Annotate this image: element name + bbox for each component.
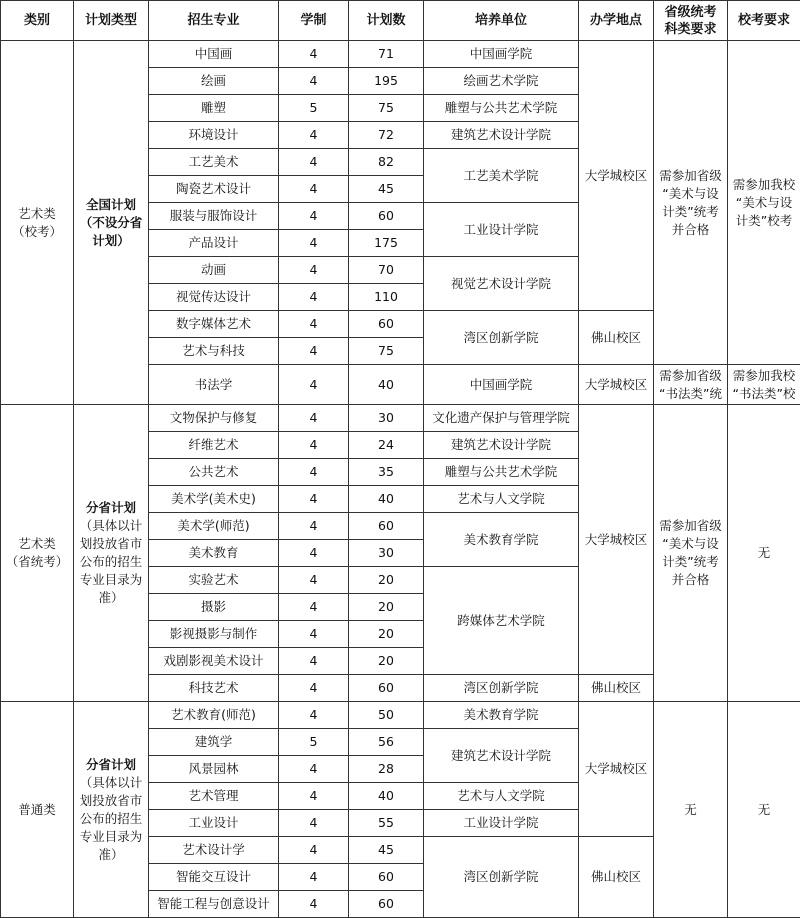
years-cell: 4 [279, 284, 349, 311]
major-cell: 雕塑 [149, 95, 279, 122]
years-cell: 4 [279, 648, 349, 675]
count-cell: 55 [349, 810, 424, 837]
major-cell: 中国画 [149, 41, 279, 68]
major-cell: 艺术教育(师范) [149, 702, 279, 729]
years-cell: 4 [279, 338, 349, 365]
count-cell: 60 [349, 203, 424, 230]
category-cell: 艺术类 （省统考） [1, 405, 74, 702]
count-cell: 175 [349, 230, 424, 257]
count-cell: 60 [349, 891, 424, 918]
count-cell: 40 [349, 486, 424, 513]
major-cell: 数字媒体艺术 [149, 311, 279, 338]
count-cell: 56 [349, 729, 424, 756]
header-row [1, 1, 800, 41]
years-cell: 4 [279, 203, 349, 230]
major-cell: 书法学 [149, 365, 279, 405]
unit-cell: 雕塑与公共艺术学院 [424, 95, 579, 122]
major-cell: 艺术管理 [149, 783, 279, 810]
count-cell: 30 [349, 540, 424, 567]
count-cell: 20 [349, 648, 424, 675]
major-cell: 美术学(师范) [149, 513, 279, 540]
unit-cell: 湾区创新学院 [424, 837, 579, 918]
unit-cell: 中国画学院 [424, 41, 579, 68]
major-cell: 文物保护与修复 [149, 405, 279, 432]
count-cell: 60 [349, 675, 424, 702]
location-cell: 大学城校区 [579, 41, 654, 311]
count-cell: 35 [349, 459, 424, 486]
count-cell: 60 [349, 864, 424, 891]
count-cell: 20 [349, 567, 424, 594]
years-cell: 4 [279, 257, 349, 284]
major-cell: 科技艺术 [149, 675, 279, 702]
header-location: 办学地点 [579, 1, 654, 41]
count-cell: 40 [349, 783, 424, 810]
count-cell: 28 [349, 756, 424, 783]
provincial-req-cell: 需参加省级 “美术与设 计类”统考 并合格 [654, 41, 728, 365]
header-provincial-req: 省级统考 科类要求 [654, 1, 728, 41]
header-unit: 培养单位 [424, 1, 579, 41]
location-cell: 佛山校区 [579, 311, 654, 365]
count-cell: 20 [349, 621, 424, 648]
school-req-cell: 需参加我校 “书法类”校 [728, 365, 800, 405]
major-cell: 实验艺术 [149, 567, 279, 594]
header-years: 学制 [279, 1, 349, 41]
major-cell: 绘画 [149, 68, 279, 95]
major-cell: 戏剧影视美术设计 [149, 648, 279, 675]
major-cell: 工业设计 [149, 810, 279, 837]
major-cell: 美术学(美术史) [149, 486, 279, 513]
count-cell: 60 [349, 513, 424, 540]
years-cell: 4 [279, 594, 349, 621]
unit-cell: 湾区创新学院 [424, 311, 579, 365]
school-req-cell: 无 [728, 405, 800, 702]
major-cell: 智能交互设计 [149, 864, 279, 891]
major-cell: 艺术设计学 [149, 837, 279, 864]
header-count: 计划数 [349, 1, 424, 41]
location-cell: 大学城校区 [579, 702, 654, 837]
unit-cell: 工业设计学院 [424, 810, 579, 837]
count-cell: 30 [349, 405, 424, 432]
count-cell: 75 [349, 95, 424, 122]
plan-type-cell [74, 405, 149, 702]
years-cell: 4 [279, 621, 349, 648]
header-major: 招生专业 [149, 1, 279, 41]
unit-cell: 艺术与人文学院 [424, 486, 579, 513]
count-cell: 20 [349, 594, 424, 621]
count-cell: 40 [349, 365, 424, 405]
years-cell: 4 [279, 122, 349, 149]
years-cell: 4 [279, 783, 349, 810]
count-cell: 71 [349, 41, 424, 68]
table-row [1, 702, 800, 729]
plan-type-cell: 全国计划 （不设分省 计划） [74, 41, 149, 405]
years-cell: 4 [279, 230, 349, 257]
years-cell: 4 [279, 432, 349, 459]
years-cell: 4 [279, 459, 349, 486]
unit-cell: 工艺美术学院 [424, 149, 579, 203]
major-cell: 纤维艺术 [149, 432, 279, 459]
count-cell: 60 [349, 311, 424, 338]
years-cell: 4 [279, 864, 349, 891]
unit-cell: 艺术与人文学院 [424, 783, 579, 810]
category-cell: 艺术类 （校考） [1, 41, 74, 405]
major-cell: 服装与服饰设计 [149, 203, 279, 230]
count-cell: 82 [349, 149, 424, 176]
years-cell: 4 [279, 68, 349, 95]
count-cell: 45 [349, 176, 424, 203]
count-cell: 50 [349, 702, 424, 729]
years-cell: 4 [279, 567, 349, 594]
years-cell: 5 [279, 95, 349, 122]
years-cell: 4 [279, 149, 349, 176]
years-cell: 4 [279, 365, 349, 405]
plan-type-cell [74, 702, 149, 918]
years-cell: 4 [279, 405, 349, 432]
major-cell: 公共艺术 [149, 459, 279, 486]
unit-cell: 跨媒体艺术学院 [424, 567, 579, 675]
years-cell: 4 [279, 176, 349, 203]
location-cell: 大学城校区 [579, 365, 654, 405]
years-cell: 4 [279, 810, 349, 837]
major-cell: 影视摄影与制作 [149, 621, 279, 648]
location-cell: 大学城校区 [579, 405, 654, 675]
major-cell: 视觉传达设计 [149, 284, 279, 311]
years-cell: 4 [279, 513, 349, 540]
plan-type-note: （具体以计 划投放省市 公布的招生 专业目录为 准） [76, 517, 146, 607]
major-cell: 陶瓷艺术设计 [149, 176, 279, 203]
plan-type-title: 分省计划 [76, 756, 146, 774]
years-cell: 4 [279, 675, 349, 702]
unit-cell: 美术教育学院 [424, 513, 579, 567]
unit-cell: 工业设计学院 [424, 203, 579, 257]
unit-cell: 绘画艺术学院 [424, 68, 579, 95]
count-cell: 45 [349, 837, 424, 864]
count-cell: 110 [349, 284, 424, 311]
years-cell: 4 [279, 837, 349, 864]
unit-cell: 建筑艺术设计学院 [424, 729, 579, 783]
count-cell: 72 [349, 122, 424, 149]
provincial-req-cell: 需参加省级 “美术与设 计类”统考 并合格 [654, 405, 728, 702]
count-cell: 70 [349, 257, 424, 284]
major-cell: 艺术与科技 [149, 338, 279, 365]
years-cell: 4 [279, 540, 349, 567]
years-cell: 4 [279, 702, 349, 729]
unit-cell: 建筑艺术设计学院 [424, 432, 579, 459]
years-cell: 4 [279, 311, 349, 338]
header-category: 类别 [1, 1, 74, 41]
count-cell: 24 [349, 432, 424, 459]
header-school-req: 校考要求 [728, 1, 800, 41]
header-plan-type: 计划类型 [74, 1, 149, 41]
unit-cell: 雕塑与公共艺术学院 [424, 459, 579, 486]
unit-cell: 美术教育学院 [424, 702, 579, 729]
table-row [1, 405, 800, 432]
major-cell: 环境设计 [149, 122, 279, 149]
unit-cell: 建筑艺术设计学院 [424, 122, 579, 149]
major-cell: 建筑学 [149, 729, 279, 756]
plan-type-note: （具体以计 划投放省市 公布的招生 专业目录为 准） [76, 774, 146, 864]
years-cell: 4 [279, 756, 349, 783]
major-cell: 风景园林 [149, 756, 279, 783]
unit-cell: 中国画学院 [424, 365, 579, 405]
years-cell: 5 [279, 729, 349, 756]
table-row [1, 41, 800, 68]
school-req-cell: 无 [728, 702, 800, 918]
years-cell: 4 [279, 891, 349, 918]
count-cell: 75 [349, 338, 424, 365]
unit-cell: 视觉艺术设计学院 [424, 257, 579, 311]
provincial-req-cell: 需参加省级 “书法类”统 [654, 365, 728, 405]
count-cell: 195 [349, 68, 424, 95]
major-cell: 智能工程与创意设计 [149, 891, 279, 918]
location-cell: 佛山校区 [579, 675, 654, 702]
unit-cell: 湾区创新学院 [424, 675, 579, 702]
location-cell: 佛山校区 [579, 837, 654, 918]
years-cell: 4 [279, 41, 349, 68]
major-cell: 产品设计 [149, 230, 279, 257]
major-cell: 工艺美术 [149, 149, 279, 176]
provincial-req-cell: 无 [654, 702, 728, 918]
school-req-cell: 需参加我校 “美术与设 计类”校考 [728, 41, 800, 365]
unit-cell: 文化遗产保护与管理学院 [424, 405, 579, 432]
plan-type-title: 分省计划 [76, 499, 146, 517]
years-cell: 4 [279, 486, 349, 513]
category-cell: 普通类 [1, 702, 74, 918]
major-cell: 动画 [149, 257, 279, 284]
major-cell: 美术教育 [149, 540, 279, 567]
major-cell: 摄影 [149, 594, 279, 621]
